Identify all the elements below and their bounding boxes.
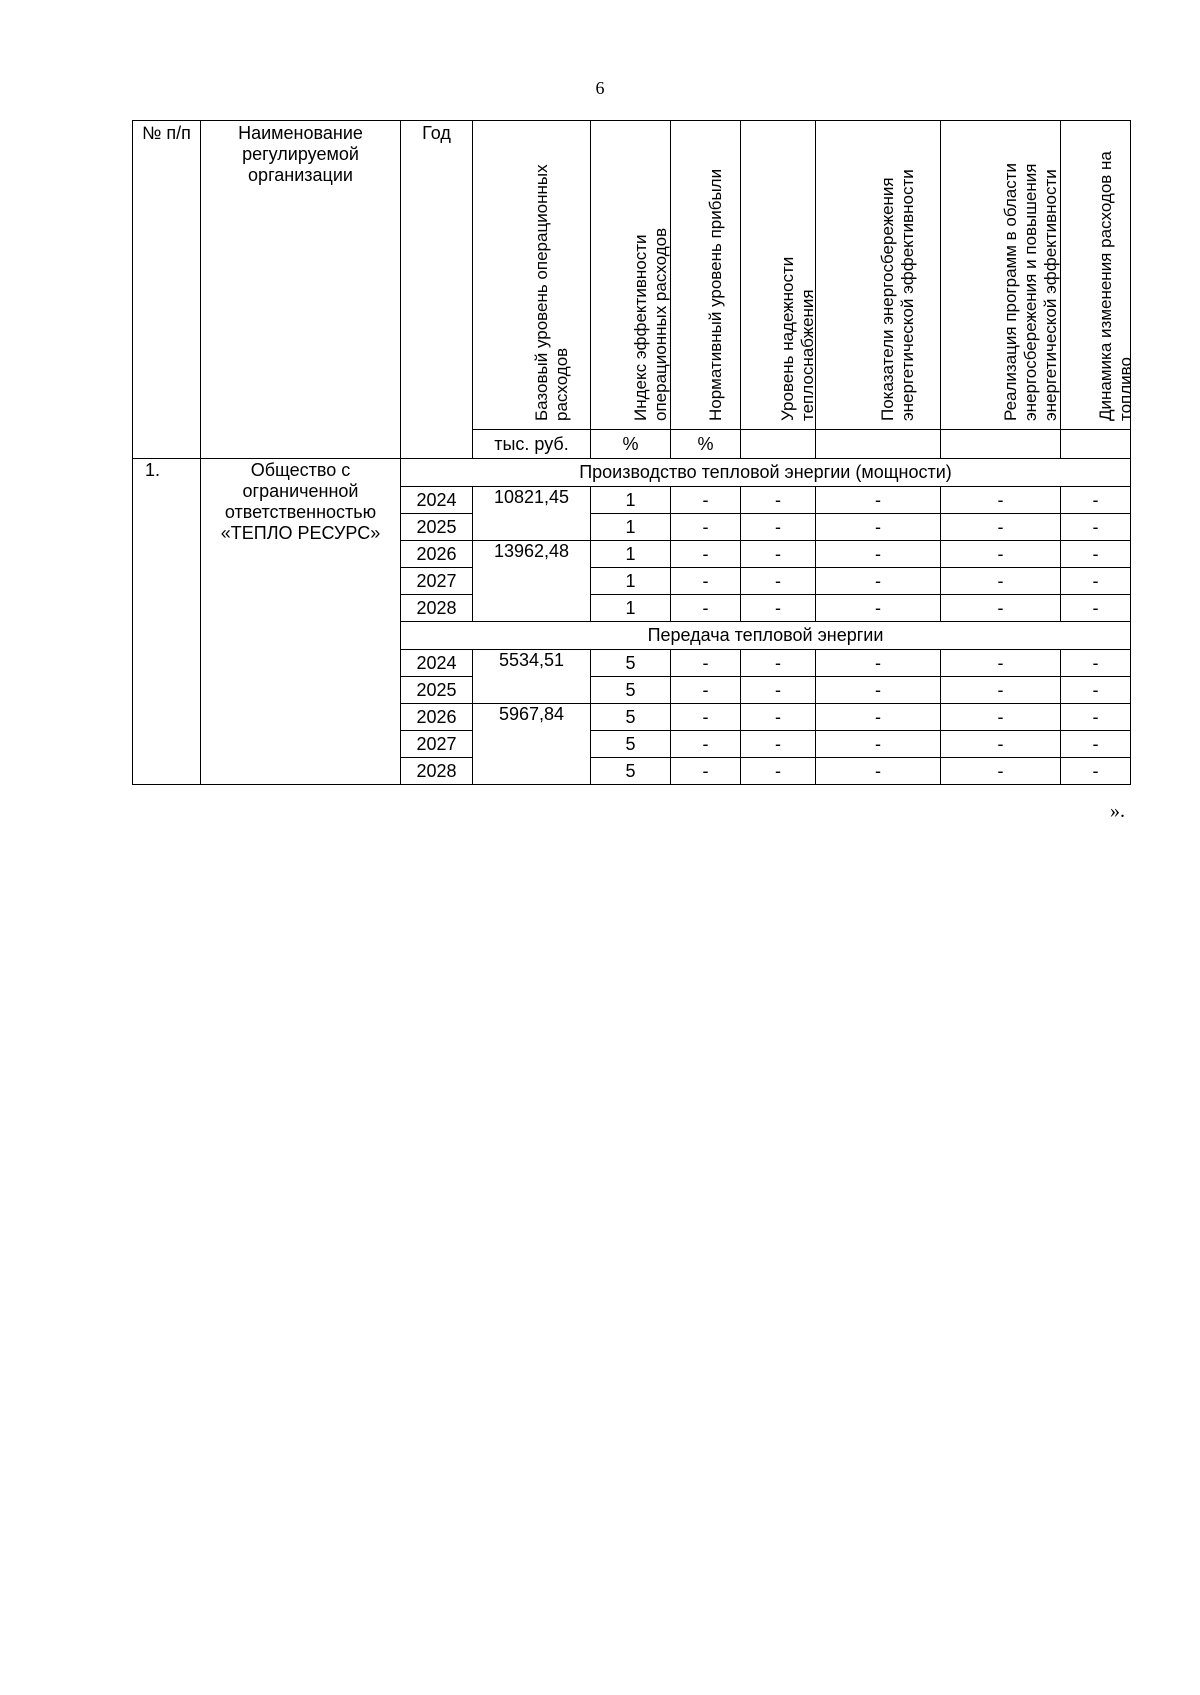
header-year: Год — [401, 121, 473, 459]
energy-saving-cell: - — [816, 704, 941, 731]
base-cost-cell: 10821,45 — [473, 487, 591, 541]
reliability-cell: - — [741, 487, 816, 514]
fuel-cell: - — [1061, 568, 1131, 595]
programs-cell: - — [941, 677, 1061, 704]
year-cell: 2027 — [401, 731, 473, 758]
efficiency-index-cell: 5 — [591, 758, 671, 785]
fuel-cell: - — [1061, 758, 1131, 785]
header-energy-saving — [816, 121, 941, 430]
programs-cell: - — [941, 595, 1061, 622]
energy-saving-cell: - — [816, 758, 941, 785]
header-reliability — [741, 121, 816, 430]
profit-cell: - — [671, 568, 741, 595]
profit-cell: - — [671, 704, 741, 731]
page-number: 6 — [595, 78, 605, 98]
header-reliability-text: Уровень надежности теплоснабжения — [778, 256, 817, 421]
year-cell: 2024 — [401, 650, 473, 677]
efficiency-index-cell: 5 — [591, 650, 671, 677]
year-cell: 2025 — [401, 677, 473, 704]
section-title: Производство тепловой энергии (мощности) — [401, 459, 1131, 487]
programs-cell: - — [941, 731, 1061, 758]
section-title-row — [133, 459, 1131, 487]
programs-cell: - — [941, 758, 1061, 785]
programs-cell: - — [941, 704, 1061, 731]
energy-saving-cell: - — [816, 677, 941, 704]
profit-cell: - — [671, 487, 741, 514]
header-energy-saving-text: Показатели энергосбережения энергетической эффективности — [878, 169, 917, 421]
energy-saving-cell: - — [816, 568, 941, 595]
header-efficiency-index — [591, 121, 671, 430]
header-organization: Наименование регулируемой организации — [201, 121, 401, 459]
unit-profit-level: % — [671, 430, 741, 459]
header-programs-text: Реализация программ в области энергосбережения и повышения энергетической эффективности — [1000, 163, 1060, 421]
profit-cell: - — [671, 731, 741, 758]
fuel-cell: - — [1061, 677, 1131, 704]
year-cell: 2027 — [401, 568, 473, 595]
energy-saving-cell: - — [816, 514, 941, 541]
reliability-cell: - — [741, 541, 816, 568]
header-base-cost — [473, 121, 591, 430]
header-num: № п/п — [133, 121, 201, 459]
unit-efficiency-index: % — [591, 430, 671, 459]
efficiency-index-cell: 5 — [591, 731, 671, 758]
fuel-cell: - — [1061, 650, 1131, 677]
fuel-cell: - — [1061, 514, 1131, 541]
programs-cell: - — [941, 650, 1061, 677]
header-programs — [941, 121, 1061, 430]
efficiency-index-cell: 5 — [591, 704, 671, 731]
profit-cell: - — [671, 758, 741, 785]
base-cost-cell: 5534,51 — [473, 650, 591, 704]
energy-saving-cell: - — [816, 595, 941, 622]
energy-saving-cell: - — [816, 487, 941, 514]
reliability-cell: - — [741, 677, 816, 704]
energy-saving-cell: - — [816, 650, 941, 677]
fuel-cell: - — [1061, 595, 1131, 622]
profit-cell: - — [671, 650, 741, 677]
profit-cell: - — [671, 595, 741, 622]
header-profit-level — [671, 121, 741, 430]
efficiency-index-cell: 1 — [591, 541, 671, 568]
energy-saving-cell: - — [816, 541, 941, 568]
efficiency-index-cell: 1 — [591, 514, 671, 541]
header-fuel-dynamics-text: Динамика изменения расходов на топливо — [1095, 151, 1135, 421]
row-number: 1. — [133, 459, 201, 785]
base-cost-cell: 5967,84 — [473, 704, 591, 785]
energy-saving-cell: - — [816, 731, 941, 758]
year-cell: 2024 — [401, 487, 473, 514]
year-cell: 2026 — [401, 541, 473, 568]
reliability-cell: - — [741, 568, 816, 595]
fuel-cell: - — [1061, 704, 1131, 731]
year-cell: 2028 — [401, 595, 473, 622]
reliability-cell: - — [741, 704, 816, 731]
efficiency-index-cell: 1 — [591, 595, 671, 622]
reliability-cell: - — [741, 758, 816, 785]
year-cell: 2026 — [401, 704, 473, 731]
fuel-cell: - — [1061, 487, 1131, 514]
header-profit-level-text: Нормативный уровень прибыли — [705, 168, 725, 421]
header-base-cost-text: Базовый уровень операционных расходов — [531, 164, 571, 421]
programs-cell: - — [941, 487, 1061, 514]
profit-cell: - — [671, 514, 741, 541]
tariff-table — [132, 120, 1135, 785]
header-row — [133, 121, 1131, 430]
reliability-cell: - — [741, 514, 816, 541]
efficiency-index-cell: 5 — [591, 677, 671, 704]
header-efficiency-index-text: Индекс эффективности операционных расходов — [630, 227, 670, 421]
reliability-cell: - — [741, 595, 816, 622]
efficiency-index-cell: 1 — [591, 568, 671, 595]
programs-cell: - — [941, 541, 1061, 568]
year-cell: 2025 — [401, 514, 473, 541]
programs-cell: - — [941, 568, 1061, 595]
closing-quote: ». — [1110, 800, 1125, 822]
fuel-cell: - — [1061, 541, 1131, 568]
reliability-cell: - — [741, 731, 816, 758]
unit-base-cost: тыс. руб. — [473, 430, 591, 459]
profit-cell: - — [671, 541, 741, 568]
reliability-cell: - — [741, 650, 816, 677]
profit-cell: - — [671, 677, 741, 704]
header-fuel-dynamics — [1061, 121, 1135, 430]
year-cell: 2028 — [401, 758, 473, 785]
organization-name: Общество с ограниченной ответственностью «ТЕПЛО РЕСУРС» — [201, 459, 401, 785]
section-title: Передача тепловой энергии — [401, 622, 1131, 650]
programs-cell: - — [941, 514, 1061, 541]
efficiency-index-cell: 1 — [591, 487, 671, 514]
fuel-cell: - — [1061, 731, 1131, 758]
base-cost-cell: 13962,48 — [473, 541, 591, 622]
